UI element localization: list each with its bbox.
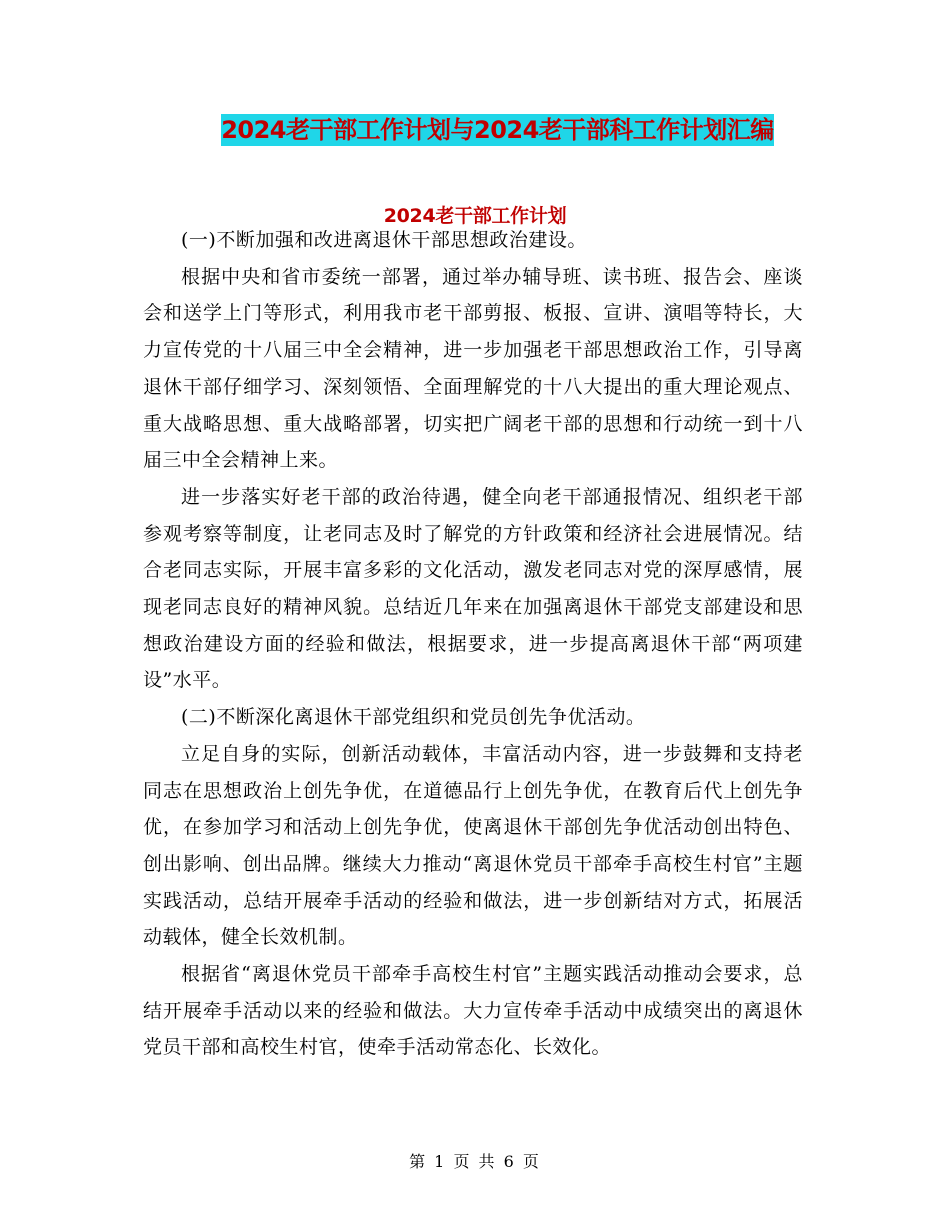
section-title: 2024老干部工作计划: [383, 205, 567, 227]
paragraph: 根据省“离退休党员干部牵手高校生村官”主题实践活动推动会要求，总结开展牵手活动以来的经验和做法。大力宣传牵手活动中成绩突出的离退休党员干部和高校生村官，使牵手活动常态化、长效化。: [143, 963, 803, 1059]
paragraph: 立足自身的实际，创新活动载体，丰富活动内容，进一步鼓舞和支持老同志在思想政治上创先争优，在道德品行上创先争优，在教育后代上创先争优，在参加学习和活动上创先争优，使离退休干部创先争优活动创出特色、创出影响、创出品牌。继续大力推动“离退休党员干部牵手高校生村官”主题实践活动，总结开展牵手活动的经验和做法，进一步创新结对方式，拓展活动载体，健全长效机制。: [143, 742, 803, 949]
paragraph: 进一步落实好老干部的政治待遇，健全向老干部通报情况、组织老干部参观考察等制度，让老同志及时了解党的方针政策和经济社会进展情况。结合老同志实际，开展丰富多彩的文化活动，激发老同志对党的深厚感情，展现老同志良好的精神风貌。总结近几年来在加强离退休干部党支部建设和思想政治建设方面的经验和做法，根据要求，进一步提高离退休干部“两项建设”水平。: [143, 485, 803, 692]
document-body: [143, 222, 803, 1066]
page-footer: 第 1 页 共 6 页: [409, 1152, 541, 1171]
document-title-highlight: 2024老干部工作计划与2024老干部科工作计划汇编: [221, 116, 774, 144]
document-title: [0, 110, 950, 153]
paragraph-heading-1: (一)不断加强和改进离退休干部思想政治建设。: [181, 229, 587, 251]
paragraph-heading-2: (二)不断深化离退休干部党组织和党员创先争优活动。: [181, 706, 646, 729]
paragraph: 根据中央和省市委统一部署，通过举办辅导班、读书班、报告会、座谈会和送学上门等形式，利用我市老干部剪报、板报、宣讲、演唱等特长，大力宣传党的十八届三中全会精神，进一步加强老干部思想政治工作，引导离退休干部仔细学习、深刻领悟、全面理解党的十八大提出的重大理论观点、重大战略思想、重大战略部署，切实把广阔老干部的思想和行动统一到十八届三中全会精神上来。: [143, 265, 803, 472]
